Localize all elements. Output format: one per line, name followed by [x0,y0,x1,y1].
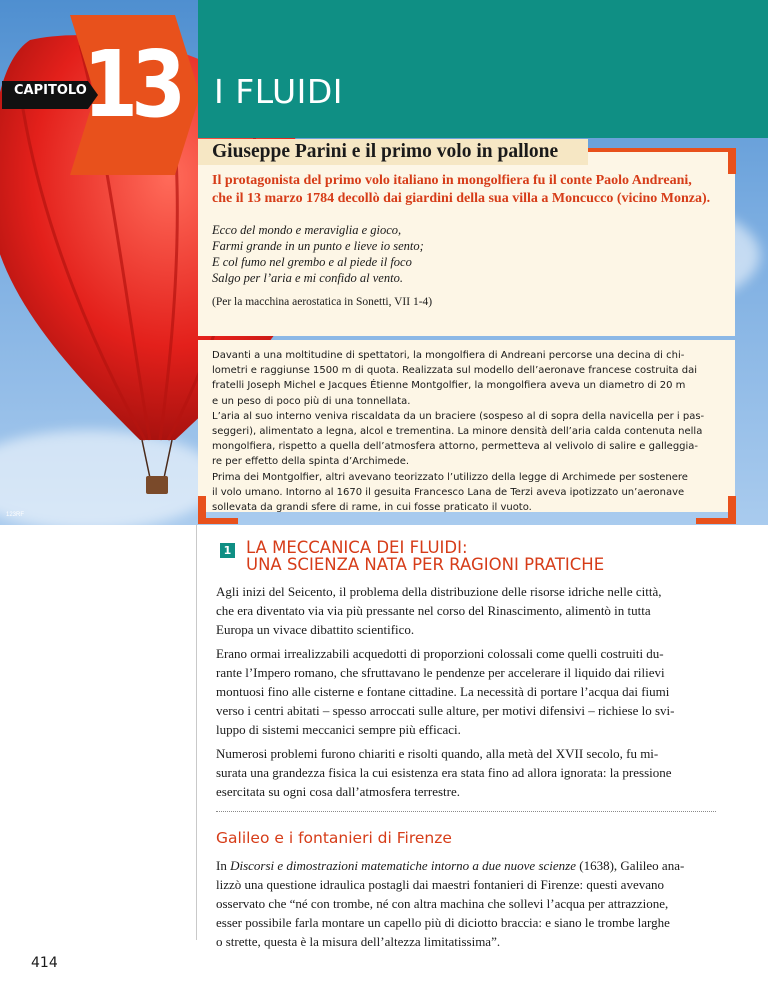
text-line: Erano ormai irrealizzabili acquedotti di proporzioni colossali come quelli costruiti du- [216,646,664,661]
poem-line: Salgo per l’aria e mi confido al vento. [212,271,403,285]
story-line: Davanti a una moltitudine di spettatori, la mongolfiera di Andreani percorse una decina di chi- [212,350,685,361]
text-line: rante l’Impero romano, che sfruttavano le pendenze per accelerare il liquido dai rilievi [216,665,665,680]
paragraph [216,644,716,739]
corner-mark [588,148,736,152]
section-title-line: UNA SCIENZA NATA PER RAGIONI PRATICHE [246,555,605,574]
text-line: Numerosi problemi furono chiariti e risolti quando, alla metà del XVII secolo, fu mi- [216,746,659,761]
section-title [246,539,604,573]
page-number: 414 [31,955,58,971]
lead-line: Il protagonista del primo volo italiano in mongolfiera fu il conte Paolo Andreani, [212,173,692,188]
text-run: In [216,858,231,873]
story-line: seggeri), alimentato a legna, alcol e trementina. La minore densità dell’aria calda contenuta nella [212,426,703,438]
corner-mark [198,518,238,524]
text-line [216,856,716,875]
story-line: e un peso di poco più di una tonnellata. [212,395,411,407]
text-line: surata una grandezza fisica la cui esistenza era stata fino ad allora ignorata: la pressione [216,765,672,780]
text-line: montuosi fino alle cisterne e fontane cittadine. La necessità di portare l’acqua dai fiumi [216,684,670,699]
poem-line: Farmi grande in un punto e lieve io sento; [212,239,424,253]
story-text [212,348,724,515]
story-line: lometri e raggiunse 1500 m di quota. Realizzata sul modello dell’aeronave francese costruita dai [212,365,697,377]
paragraph [216,582,716,639]
story-line: L’aria al suo interno veniva riscaldata da un braciere (sospeso al di sopra della navicella per i pas- [212,410,705,422]
story-line: re per effetto della spinta d’Archimede. [212,456,410,468]
section-title-line: LA MECCANICA DEI FLUIDI: [246,538,468,557]
poem-line: E col fumo nel grembo e al piede il foco [212,255,412,269]
text-line: esser possibile farla montare un capello più di diciotto braccia: e siano le trombe larghe [216,915,670,930]
title-band [198,0,768,138]
photo-credit: 123RF [6,512,25,518]
corner-mark [696,518,736,524]
paragraph [216,856,716,951]
story-line: Prima dei Montgolfier, altri avevano teorizzato l’utilizzo della legge di Archimede per sostenere [212,471,688,483]
text-line: osservato che “né con trombe, né con altra machina che sollevi l’acqua per attrazzione, [216,896,669,911]
paragraph [216,744,716,801]
story-line: fratelli Joseph Michel e Jacques Étienne Montgolfier, la mongolfiera aveva un diametro di 20 m [212,380,686,392]
book-title: Discorsi e dimostrazioni matematiche intorno a due nuove scienze [230,858,576,873]
lead-line: che il 13 marzo 1784 decollò dai giardini della sua villa a Moncucco (vicino Monza). [212,191,711,206]
story-line: mongolfiera, rispetto a quella dell’atmosfera attorno, permetteva al velivolo di salire e galleggia- [212,441,699,453]
story-line: il volo umano. Intorno al 1670 il gesuita Francesco Lana de Terzi aveva ipotizzato un’aeronave [212,486,685,498]
text-line: esercitata su ogni cosa dall’atmosfera terrestre. [216,784,460,799]
text-run: (1638), Galileo ana- [576,858,685,873]
chapter-label: CAPITOLO [14,83,87,98]
chapter-number: 13 [83,31,180,138]
text-line: Europa un vivace dibattito scientifico. [216,622,415,637]
poem-source: (Per la macchina aerostatica in Sonetti, VII 1-4) [212,296,433,308]
section-number: 1 [220,543,235,558]
dotted-divider [216,811,716,812]
intro-heading: Giuseppe Parini e il primo volo in pallone [212,141,559,162]
intro-lead [212,172,732,208]
text-line: che era diventato via via più pressante nel corso del Rinascimento, alimentò in tutta [216,603,651,618]
text-line: o strette, questa è la misura dell’altezza limitatissima”. [216,934,501,949]
chapter-title: I FLUIDI [214,72,343,111]
text-line: Agli inizi del Seicento, il problema della distribuzione delle risorse idriche nelle città, [216,584,662,599]
text-line: luppo di sistemi meccanici sempre più efficaci. [216,722,461,737]
poem [212,222,424,286]
text-line: lizzò una questione idraulica postagli dai maestri fontanieri di Firenze: questi avevano [216,877,664,892]
poem-line: Ecco del mondo e meraviglia e gioco, [212,223,402,237]
text-line: verso i centri abitati – spesso arroccati sulle alture, per motivi difensivi – richiese lo svi- [216,703,675,718]
story-line: sollevata da grandi sfere di rame, in cui fosse praticato il vuoto. [212,502,532,514]
subsection-heading: Galileo e i fontanieri di Firenze [216,829,452,847]
margin-rule [196,525,197,940]
